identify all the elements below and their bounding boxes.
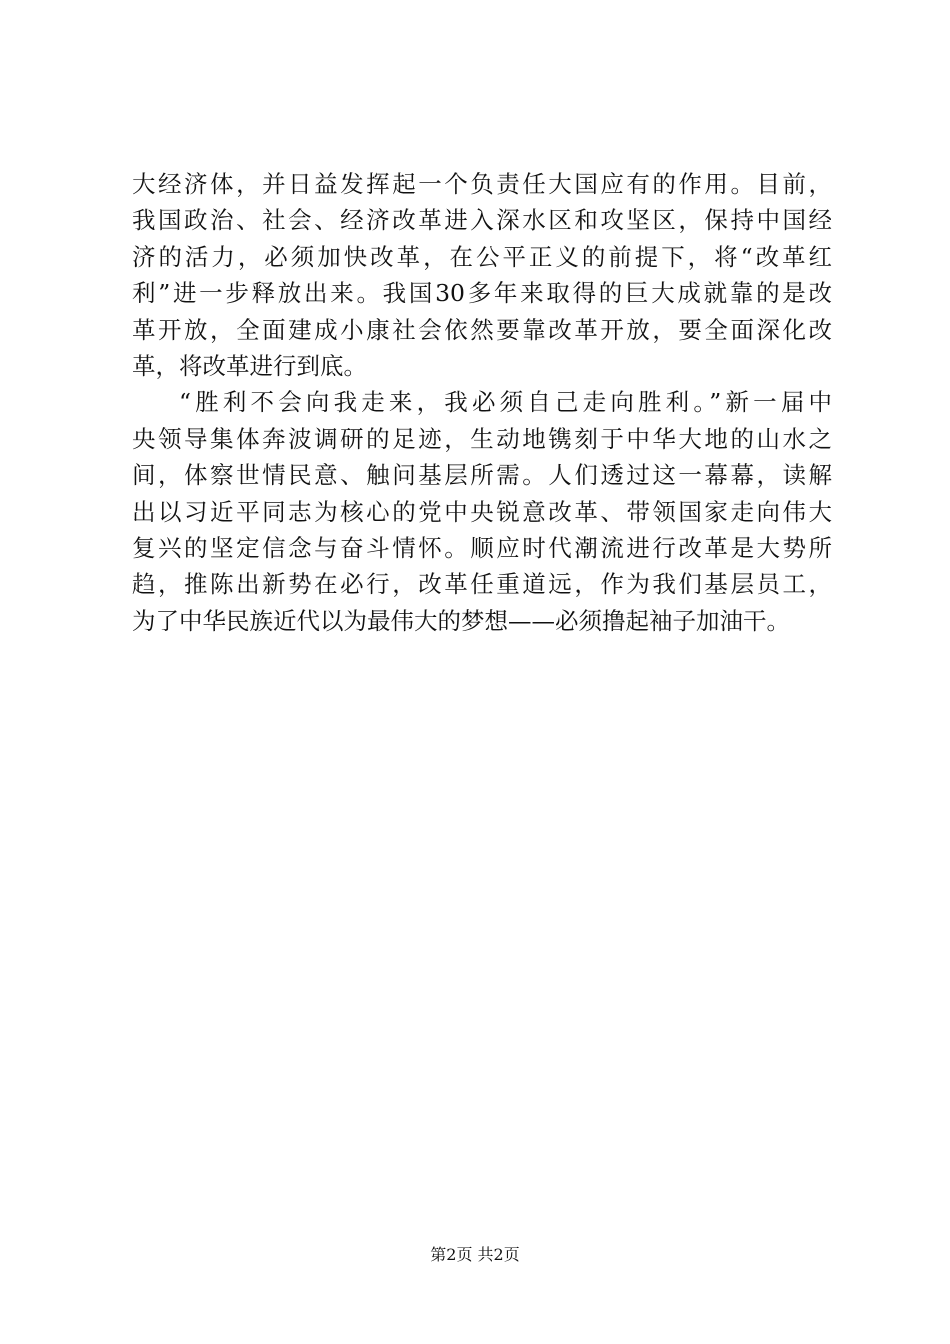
text-line: 为了中华民族近代以为最伟大的梦想——必须撸起袖子加油干。	[132, 606, 790, 635]
text-line: 大经济体，并日益发挥起一个负责任大国应有的作用。目前，	[132, 170, 832, 198]
text-line: 革，将改革进行到底。	[132, 351, 367, 380]
body-text	[132, 166, 832, 639]
text-line: 我国政治、社会、经济改革进入深水区和攻坚区，保持中国经	[132, 206, 832, 235]
paragraph-2	[132, 384, 832, 639]
text-line: 间，体察世情民意、触问基层所需。人们透过这一幕幕，读解	[132, 461, 832, 490]
text-line: 出以习近平同志为核心的党中央锐意改革、带领国家走向伟大	[132, 497, 832, 526]
text-line: 趋，推陈出新势在必行，改革任重道远，作为我们基层员工，	[132, 570, 832, 599]
text-line: 利”进一步释放出来。我国30多年来取得的巨大成就靠的是改	[132, 279, 832, 308]
text-line: 央领导集体奔波调研的足迹，生动地镌刻于中华大地的山水之	[132, 424, 832, 453]
page-number: 第2页 共2页	[430, 1245, 520, 1264]
paragraph-1	[132, 166, 832, 384]
text-line: “胜利不会向我走来，我必须自己走向胜利。”新一届中	[179, 388, 832, 417]
text-line: 复兴的坚定信念与奋斗情怀。顺应时代潮流进行改革是大势所	[132, 533, 832, 562]
page-footer	[0, 1245, 950, 1265]
text-line: 革开放，全面建成小康社会依然要靠改革开放，要全面深化改	[132, 315, 832, 344]
text-line: 济的活力，必须加快改革，在公平正义的前提下，将“改革红	[132, 242, 832, 271]
